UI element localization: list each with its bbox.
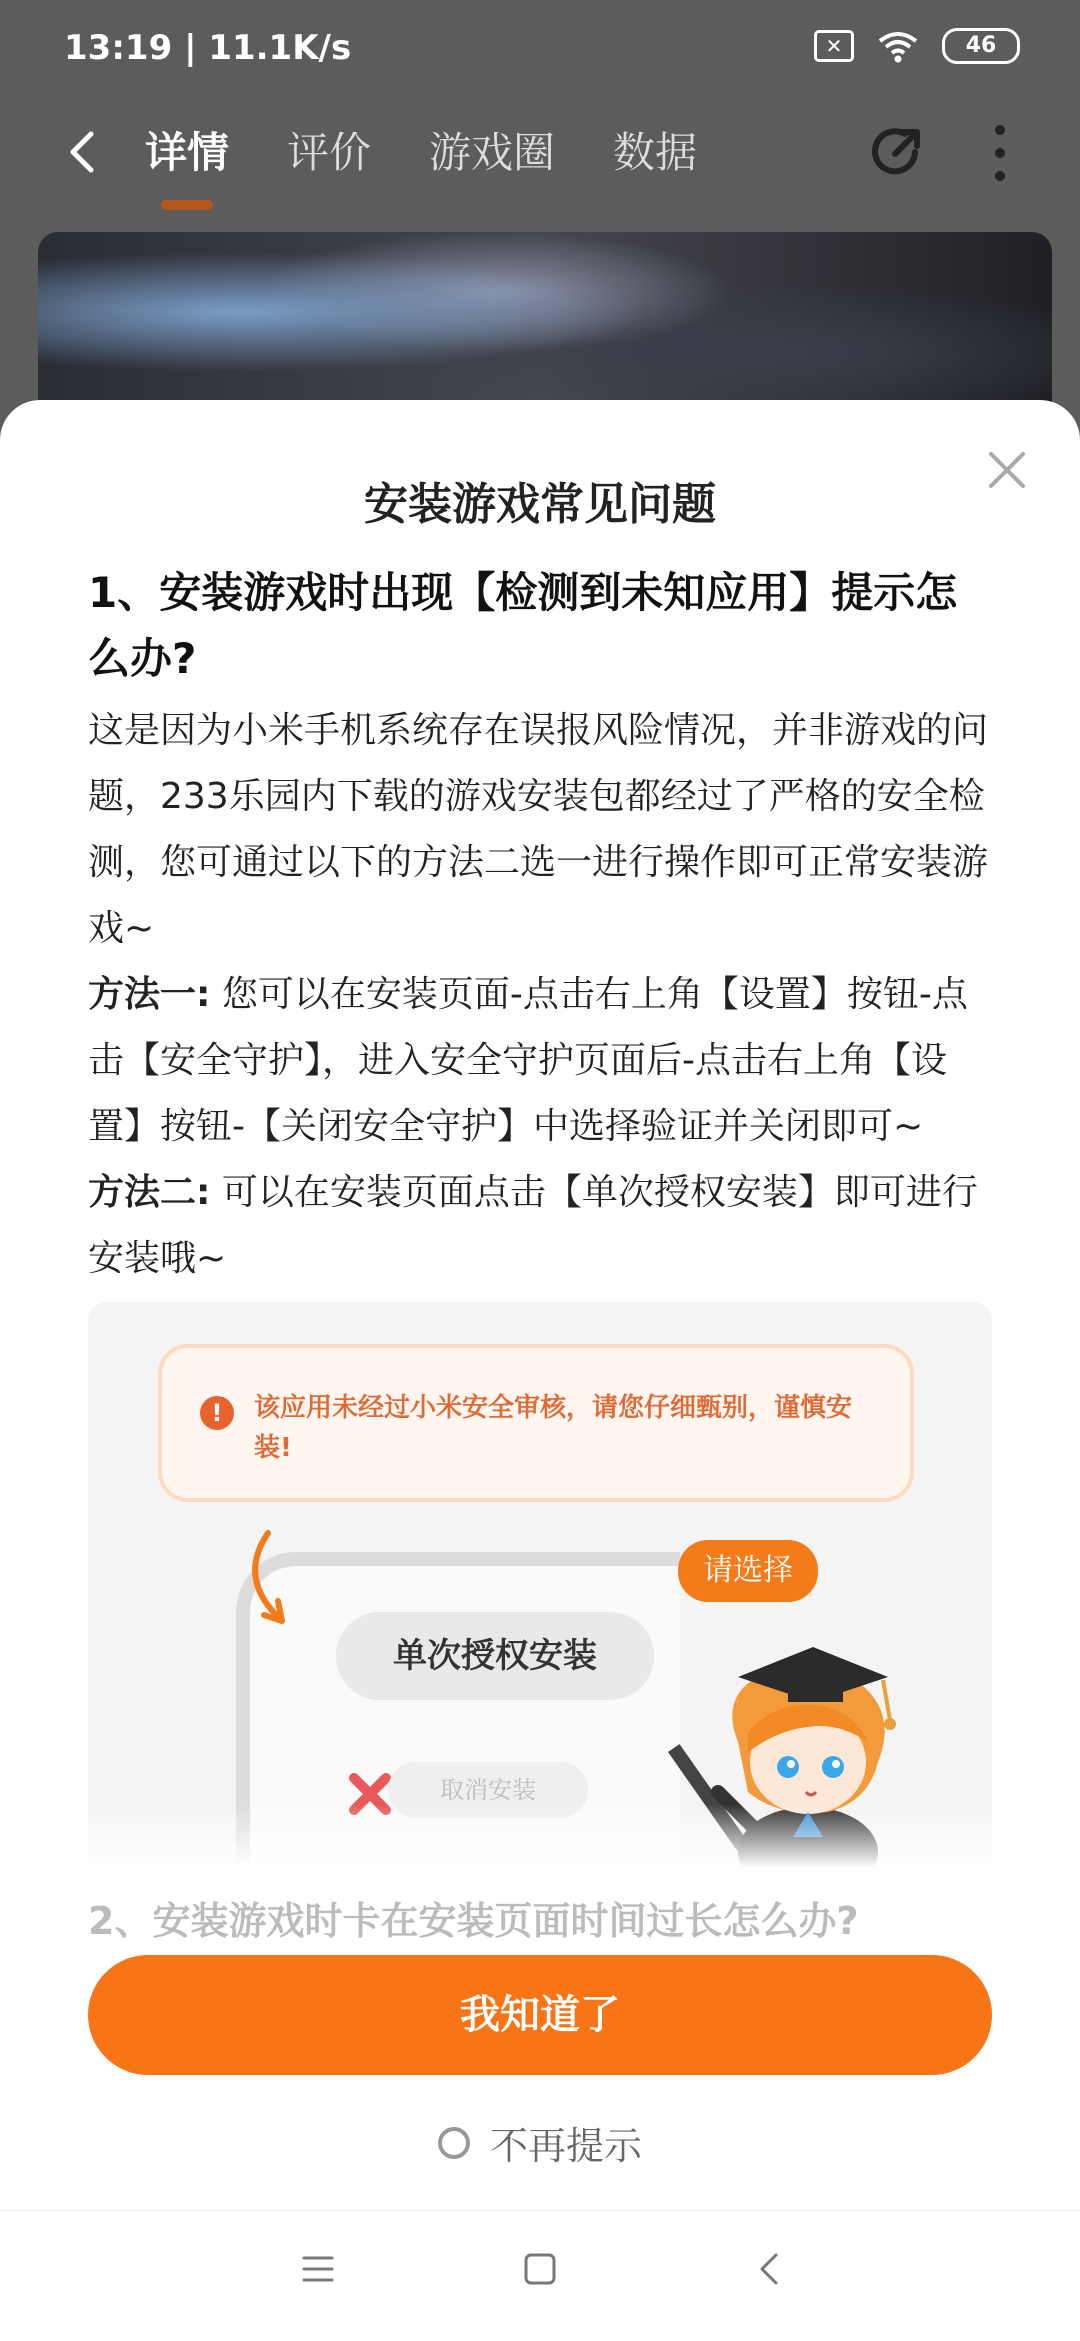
method-1 (88, 962, 998, 1160)
method-2 (88, 1160, 998, 1292)
sim-x-icon: ✕ (814, 30, 854, 62)
tab-bar (145, 120, 697, 210)
method-2-text: 可以在安装页面点击【单次授权安装】即可进行安装哦~ (88, 1172, 978, 1279)
no-remind-radio[interactable] (438, 2127, 470, 2159)
method-1-label: 方法一: (88, 974, 211, 1015)
warning-card (158, 1344, 914, 1502)
status-bar (0, 0, 1080, 100)
method-2-label: 方法二: (88, 1172, 211, 1213)
method-1-text: 您可以在安装页面-点击右上角【设置】按钮-点击【安全守护】，进入安全守护页面后-点击右上角【设置】按钮-【关闭安全守护】中选择验证并关闭即可~ (88, 974, 968, 1147)
got-it-button[interactable]: 我知道了 (88, 1955, 992, 2075)
status-time: 13:19 | 11.1K/s (64, 28, 352, 68)
single-install-button: 单次授权安装 (336, 1612, 654, 1700)
sheet-title: 安装游戏常见问题 (364, 479, 716, 530)
tab-data[interactable]: 数据 (613, 128, 698, 177)
wifi-icon (876, 29, 920, 63)
share-icon[interactable] (865, 120, 927, 182)
tab-game-circle[interactable]: 游戏圈 (429, 128, 556, 177)
cancel-install-button: 取消安装 (388, 1762, 588, 1818)
curved-arrow-icon (238, 1527, 318, 1637)
battery-indicator: 46 (942, 28, 1020, 64)
choose-bubble: 请选择 (678, 1540, 818, 1602)
install-illustration (88, 1302, 992, 1884)
warning-icon: ! (200, 1396, 234, 1430)
question-2-title: 2、安装游戏时卡在安装页面时间过长怎么办? (88, 1899, 859, 1943)
menu-icon[interactable] (300, 2251, 336, 2287)
tab-details[interactable]: 详情 (145, 120, 229, 210)
system-nav-bar (0, 2210, 1080, 2341)
back-icon[interactable] (55, 122, 115, 182)
nav-back-icon[interactable] (752, 2251, 788, 2287)
question-1-intro: 这是因为小米手机系统存在误报风险情况，并非游戏的问题，233乐园内下载的游戏安装包都经过了严格的安全检测，您可通过以下的方法二选一进行操作即可正常安装游戏~ (88, 710, 989, 949)
tab-reviews[interactable]: 评价 (287, 128, 372, 177)
home-icon[interactable] (522, 2251, 558, 2287)
no-remind-label: 不再提示 (489, 2124, 642, 2168)
warning-text: 该应用未经过小米安全审核，请您仔细甄别，谨慎安装! (254, 1393, 853, 1463)
more-vertical-icon[interactable] (985, 120, 1015, 186)
faq-content[interactable] (88, 560, 998, 2060)
no-remind-option[interactable] (0, 2115, 1080, 2170)
status-icons (814, 28, 1020, 64)
question-1-title: 1、安装游戏时出现【检测到未知应用】提示怎么办? (88, 568, 958, 683)
faq-bottom-sheet (0, 400, 1080, 2210)
illustration-fade (88, 1804, 992, 1884)
top-nav (0, 100, 1080, 230)
